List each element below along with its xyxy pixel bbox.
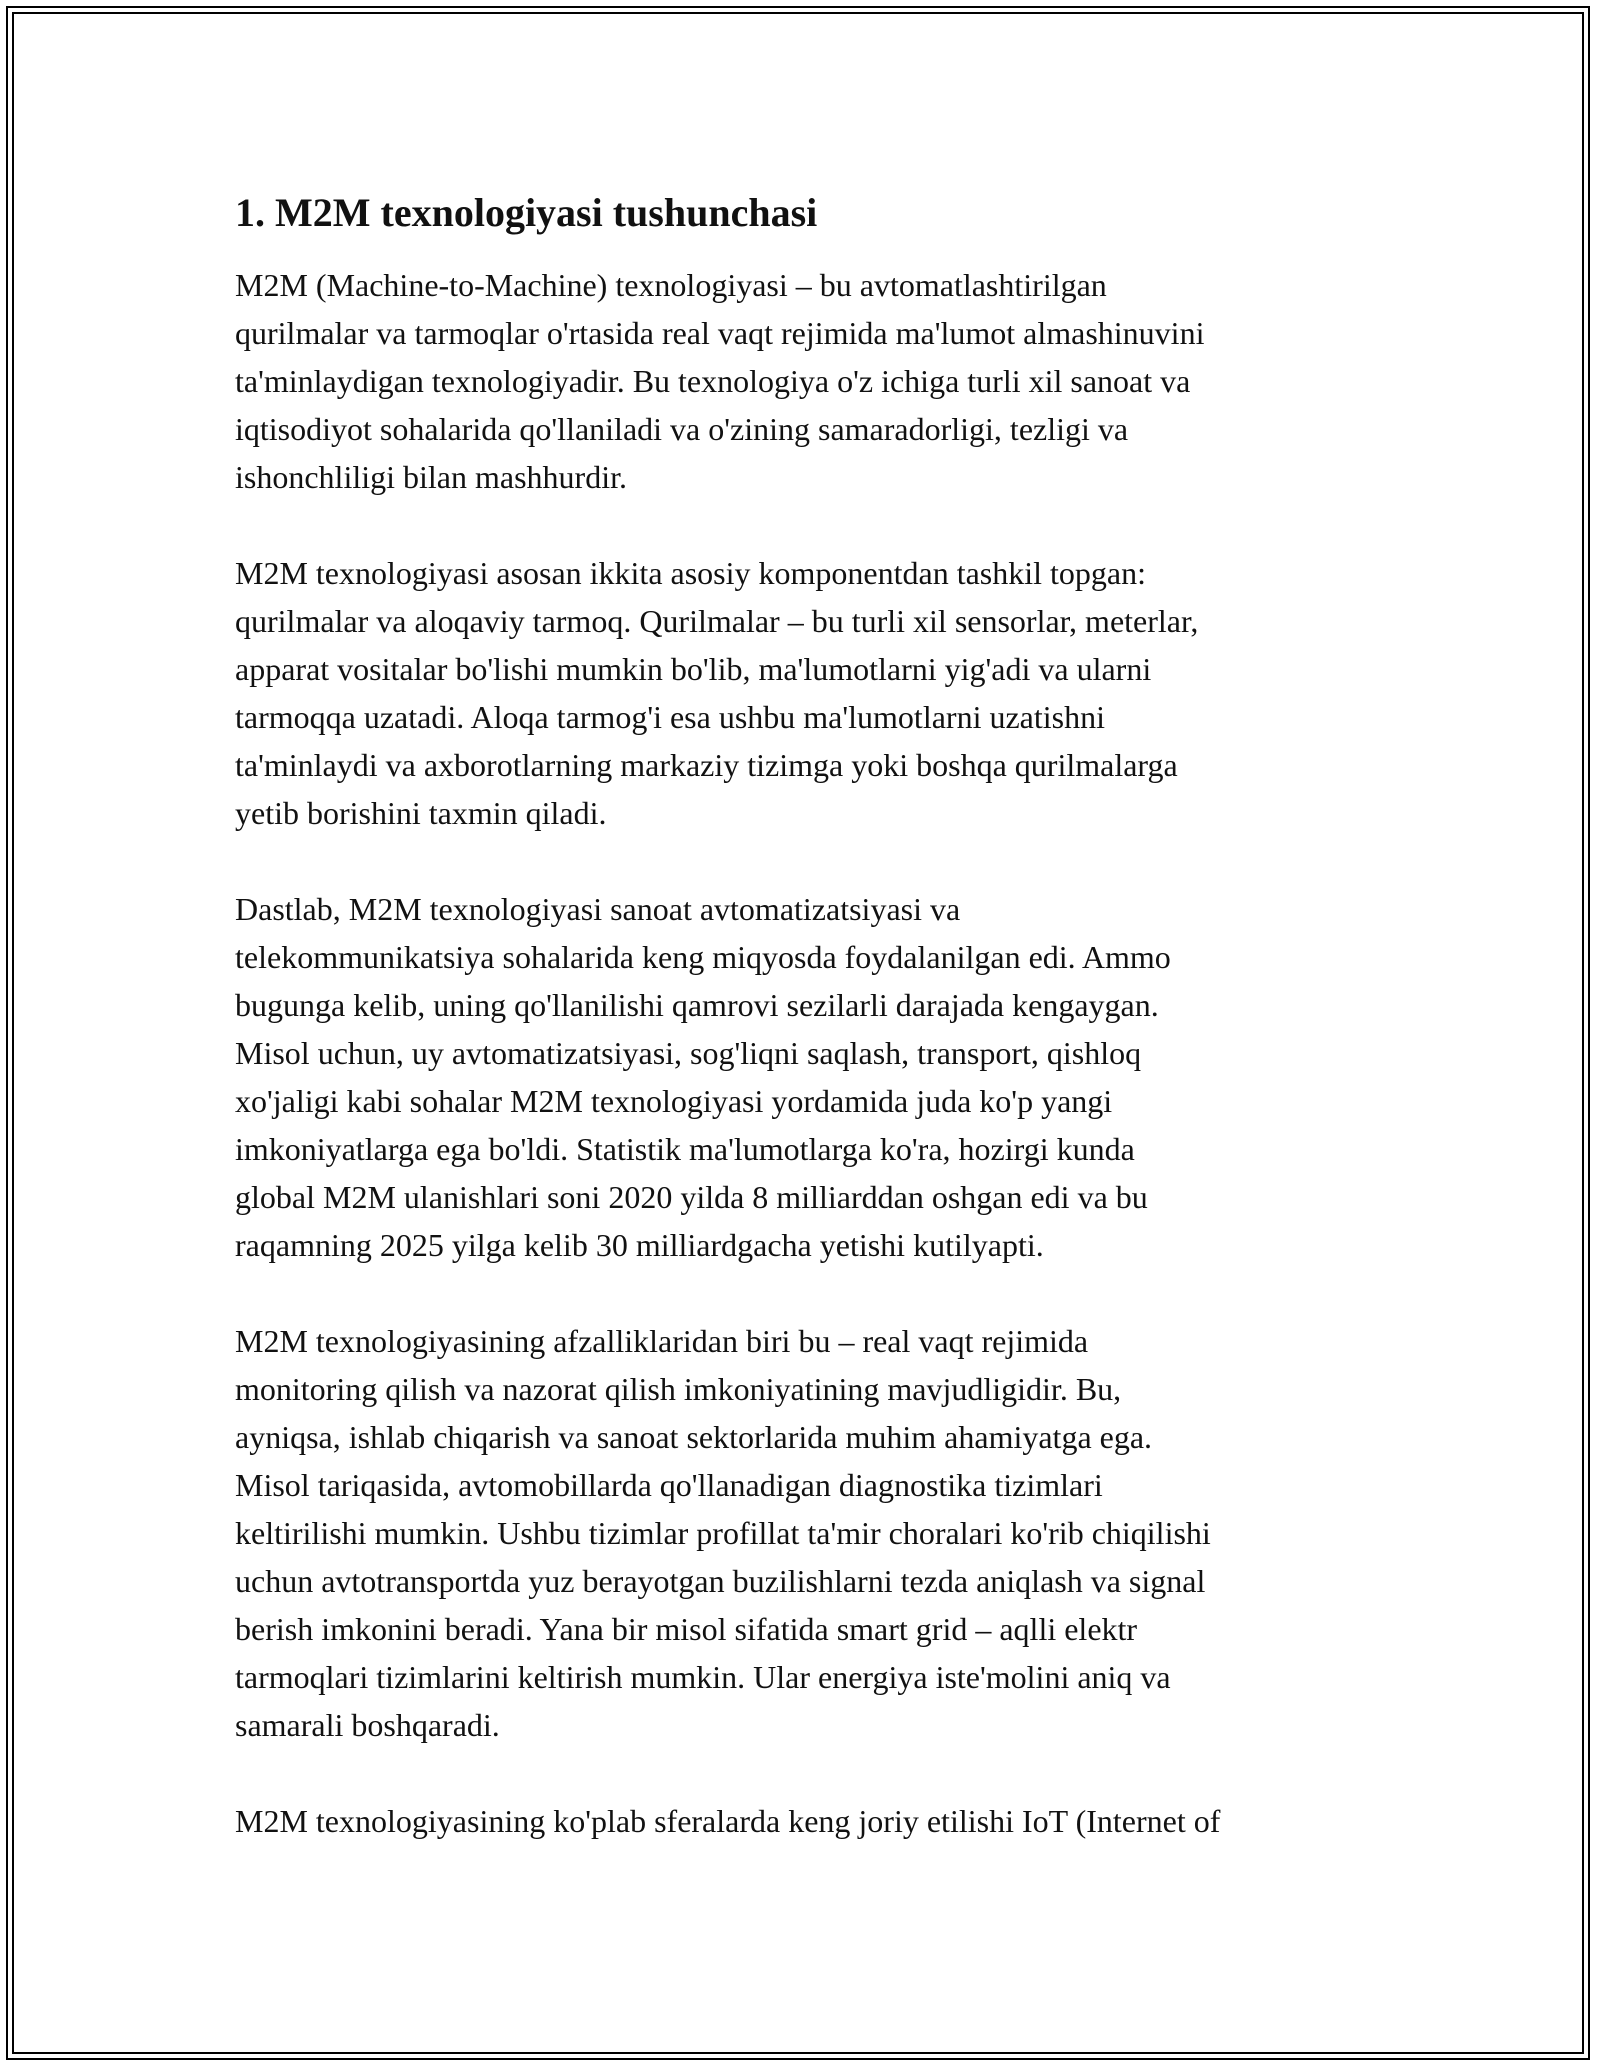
paragraph-4: [235, 1317, 1390, 1749]
text-line: ta'minlaydi va axborotlarning markaziy tizimga yoki boshqa qurilmalarga: [235, 747, 1178, 783]
text-line: Misol uchun, uy avtomatizatsiyasi, sog'liqni saqlash, transport, qishloq: [235, 1035, 1142, 1071]
paragraph-1: [235, 261, 1390, 501]
text-line: keltirilishi mumkin. Ushbu tizimlar profillat ta'mir choralari ko'rib chiqilishi: [235, 1515, 1211, 1551]
text-line: bugunga kelib, uning qo'llanilishi qamrovi sezilarli darajada kengaygan.: [235, 987, 1159, 1023]
text-line: M2M texnologiyasining afzalliklaridan biri bu – real vaqt rejimida: [235, 1323, 1089, 1359]
text-line: ishonchliligi bilan mashhurdir.: [235, 459, 627, 495]
text-line: iqtisodiyot sohalarida qo'llaniladi va o'zining samaradorligi, tezligi va: [235, 411, 1129, 447]
text-line: ta'minlaydigan texnologiyadir. Bu texnologiya o'z ichiga turli xil sanoat va: [235, 363, 1191, 399]
text-line: raqamning 2025 yilga kelib 30 milliardgacha yetishi kutilyapti.: [235, 1227, 1044, 1263]
text-line: telekommunikatsiya sohalarida keng miqyosda foydalanilgan edi. Ammo: [235, 939, 1171, 975]
text-line: berish imkonini beradi. Yana bir misol sifatida smart grid – aqlli elektr: [235, 1611, 1138, 1647]
paragraph-5: [235, 1797, 1390, 1845]
text-line: tarmoqlari tizimlarini keltirish mumkin. Ular energiya iste'molini aniq va: [235, 1659, 1171, 1695]
text-line: global M2M ulanishlari soni 2020 yilda 8 milliarddan oshgan edi va bu: [235, 1179, 1148, 1215]
text-line: yetib borishini taxmin qiladi.: [235, 795, 607, 831]
text-line: M2M texnologiyasining ko'plab sferalarda keng joriy etilishi IoT (Internet of: [235, 1803, 1221, 1839]
text-line: tarmoqqa uzatadi. Aloqa tarmog'i esa ushbu ma'lumotlarni uzatishni: [235, 699, 1105, 735]
text-line: M2M (Machine-to-Machine) texnologiyasi – bu avtomatlashtirilgan: [235, 267, 1107, 303]
document-body: [235, 185, 1390, 1893]
paragraph-3: [235, 885, 1390, 1269]
text-line: xo'jaligi kabi sohalar M2M texnologiyasi yordamida juda ko'p yangi: [235, 1083, 1113, 1119]
text-line: qurilmalar va aloqaviy tarmoq. Qurilmalar – bu turli xil sensorlar, meterlar,: [235, 603, 1199, 639]
text-line: apparat vositalar bo'lishi mumkin bo'lib, ma'lumotlarni yig'adi va ularni: [235, 651, 1152, 687]
text-line: Dastlab, M2M texnologiyasi sanoat avtomatizatsiyasi va: [235, 891, 961, 927]
text-line: samarali boshqaradi.: [235, 1707, 500, 1743]
text-line: M2M texnologiyasi asosan ikkita asosiy komponentdan tashkil topgan:: [235, 555, 1147, 591]
section-heading: 1. M2M texnologiyasi tushunchasi: [235, 190, 818, 235]
text-line: qurilmalar va tarmoqlar o'rtasida real vaqt rejimida ma'lumot almashinuvini: [235, 315, 1205, 351]
text-line: ayniqsa, ishlab chiqarish va sanoat sektorlarida muhim ahamiyatga ega.: [235, 1419, 1153, 1455]
text-line: imkoniyatlarga ega bo'ldi. Statistik ma'lumotlarga ko'ra, hozirgi kunda: [235, 1131, 1135, 1167]
text-line: uchun avtotransportda yuz berayotgan buzilishlarni tezda aniqlash va signal: [235, 1563, 1206, 1599]
text-line: monitoring qilish va nazorat qilish imkoniyatining mavjudligidir. Bu,: [235, 1371, 1122, 1407]
text-line: Misol tariqasida, avtomobillarda qo'llanadigan diagnostika tizimlari: [235, 1467, 1103, 1503]
paragraph-2: [235, 549, 1390, 837]
